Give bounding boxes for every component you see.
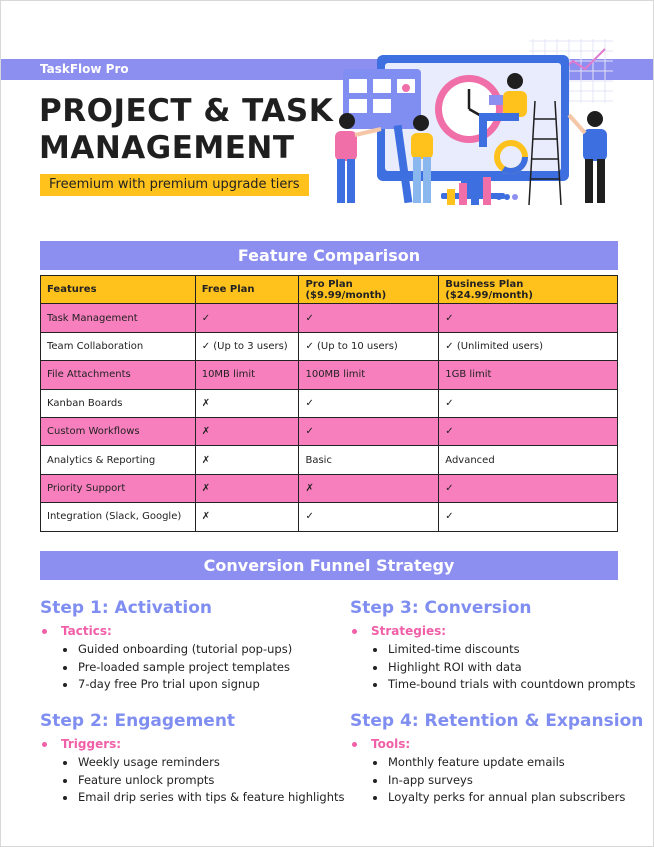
list-item: Feature unlock prompts <box>40 772 330 790</box>
table-cell: File Attachments <box>41 361 196 389</box>
table-cell: ✓ <box>439 474 618 502</box>
step-4-block <box>350 711 650 807</box>
table-cell: Analytics & Reporting <box>41 446 196 474</box>
step-label-text: Triggers: <box>61 737 122 751</box>
table-cell: ✗ <box>195 389 299 417</box>
brand-name: TaskFlow Pro <box>40 62 129 76</box>
team-illustration <box>329 39 619 211</box>
table-cell: Task Management <box>41 304 196 332</box>
table-cell: ✗ <box>299 474 439 502</box>
table-row <box>41 474 618 502</box>
list-item: 7-day free Pro trial upon signup <box>40 676 330 694</box>
table-cell: Priority Support <box>41 474 196 502</box>
table-cell: Custom Workflows <box>41 417 196 445</box>
page-title <box>39 93 333 167</box>
table-row <box>41 417 618 445</box>
step-title: Step 3: Conversion <box>350 598 532 618</box>
list-item: Email drip series with tips & feature highlights <box>40 789 330 807</box>
step-list <box>350 754 650 807</box>
table-cell: ✓ <box>299 389 439 417</box>
step-label-text: Strategies: <box>371 624 447 638</box>
list-item: Limited-time discounts <box>350 641 640 659</box>
step-label <box>40 624 330 638</box>
tagline-badge: Freemium with premium upgrade tiers <box>40 174 309 196</box>
step-label <box>350 624 640 638</box>
table-cell: 100MB limit <box>299 361 439 389</box>
step-title: Step 4: Retention & Expansion <box>350 711 644 731</box>
table-cell: ✓ (Unlimited users) <box>439 332 618 360</box>
list-item: Monthly feature update emails <box>350 754 650 772</box>
table-cell: Kanban Boards <box>41 389 196 417</box>
list-item: In-app surveys <box>350 772 650 790</box>
step-list <box>40 641 330 694</box>
table-cell: ✗ <box>195 417 299 445</box>
table-row <box>41 332 618 360</box>
table-cell: ✗ <box>195 474 299 502</box>
step-list <box>350 641 640 694</box>
feature-comparison-table <box>40 275 618 532</box>
table-cell: ✓ <box>439 503 618 531</box>
table-header-row <box>41 276 618 304</box>
step-label <box>350 737 650 751</box>
bullet-dot-icon <box>352 742 357 747</box>
table-cell: 10MB limit <box>195 361 299 389</box>
table-cell: ✓ <box>195 304 299 332</box>
table-cell: Integration (Slack, Google) <box>41 503 196 531</box>
step-list <box>40 754 345 807</box>
step-1-block <box>40 598 330 694</box>
title-line-2: MANAGEMENT <box>39 130 295 166</box>
step-label-text: Tools: <box>371 737 411 751</box>
table-row <box>41 304 618 332</box>
person-right <box>569 111 607 203</box>
table-cell: Team Collaboration <box>41 332 196 360</box>
bullet-dot-icon <box>352 629 357 634</box>
table-cell: ✓ <box>299 417 439 445</box>
column-header: Business Plan ($24.99/month) <box>439 276 618 304</box>
column-header: Free Plan <box>195 276 299 304</box>
title-line-1: PROJECT & TASK <box>39 93 334 129</box>
table-cell: Advanced <box>439 446 618 474</box>
table-cell: ✗ <box>195 503 299 531</box>
bullet-dot-icon <box>42 742 47 747</box>
column-header: Features <box>41 276 196 304</box>
list-item: Time-bound trials with countdown prompts <box>350 676 640 694</box>
bullet-dot-icon <box>42 629 47 634</box>
funnel-strategy-header: Conversion Funnel Strategy <box>40 551 618 580</box>
table-row <box>41 503 618 531</box>
table-cell: ✓ <box>439 304 618 332</box>
list-item: Weekly usage reminders <box>40 754 330 772</box>
step-label <box>40 737 330 751</box>
table-cell: ✓ <box>299 503 439 531</box>
table-cell: 1GB limit <box>439 361 618 389</box>
table-cell: ✓ (Up to 10 users) <box>299 332 439 360</box>
table-cell: ✗ <box>195 446 299 474</box>
feature-comparison-header: Feature Comparison <box>40 241 618 270</box>
list-item: Guided onboarding (tutorial pop-ups) <box>40 641 330 659</box>
table-cell: ✓ <box>299 304 439 332</box>
table-row <box>41 446 618 474</box>
table-cell: Basic <box>299 446 439 474</box>
list-item: Loyalty perks for annual plan subscribers <box>350 789 650 807</box>
table-cell: ✓ <box>439 417 618 445</box>
table-cell: ✓ (Up to 3 users) <box>195 332 299 360</box>
step-3-block <box>350 598 640 694</box>
table-cell: ✓ <box>439 389 618 417</box>
step-title: Step 2: Engagement <box>40 711 236 731</box>
table-row <box>41 389 618 417</box>
step-label-text: Tactics: <box>61 624 112 638</box>
step-title: Step 1: Activation <box>40 598 213 618</box>
list-item: Highlight ROI with data <box>350 659 640 677</box>
table-row <box>41 361 618 389</box>
column-header: Pro Plan ($9.99/month) <box>299 276 439 304</box>
step-2-block <box>40 711 345 807</box>
list-item: Pre-loaded sample project templates <box>40 659 330 677</box>
